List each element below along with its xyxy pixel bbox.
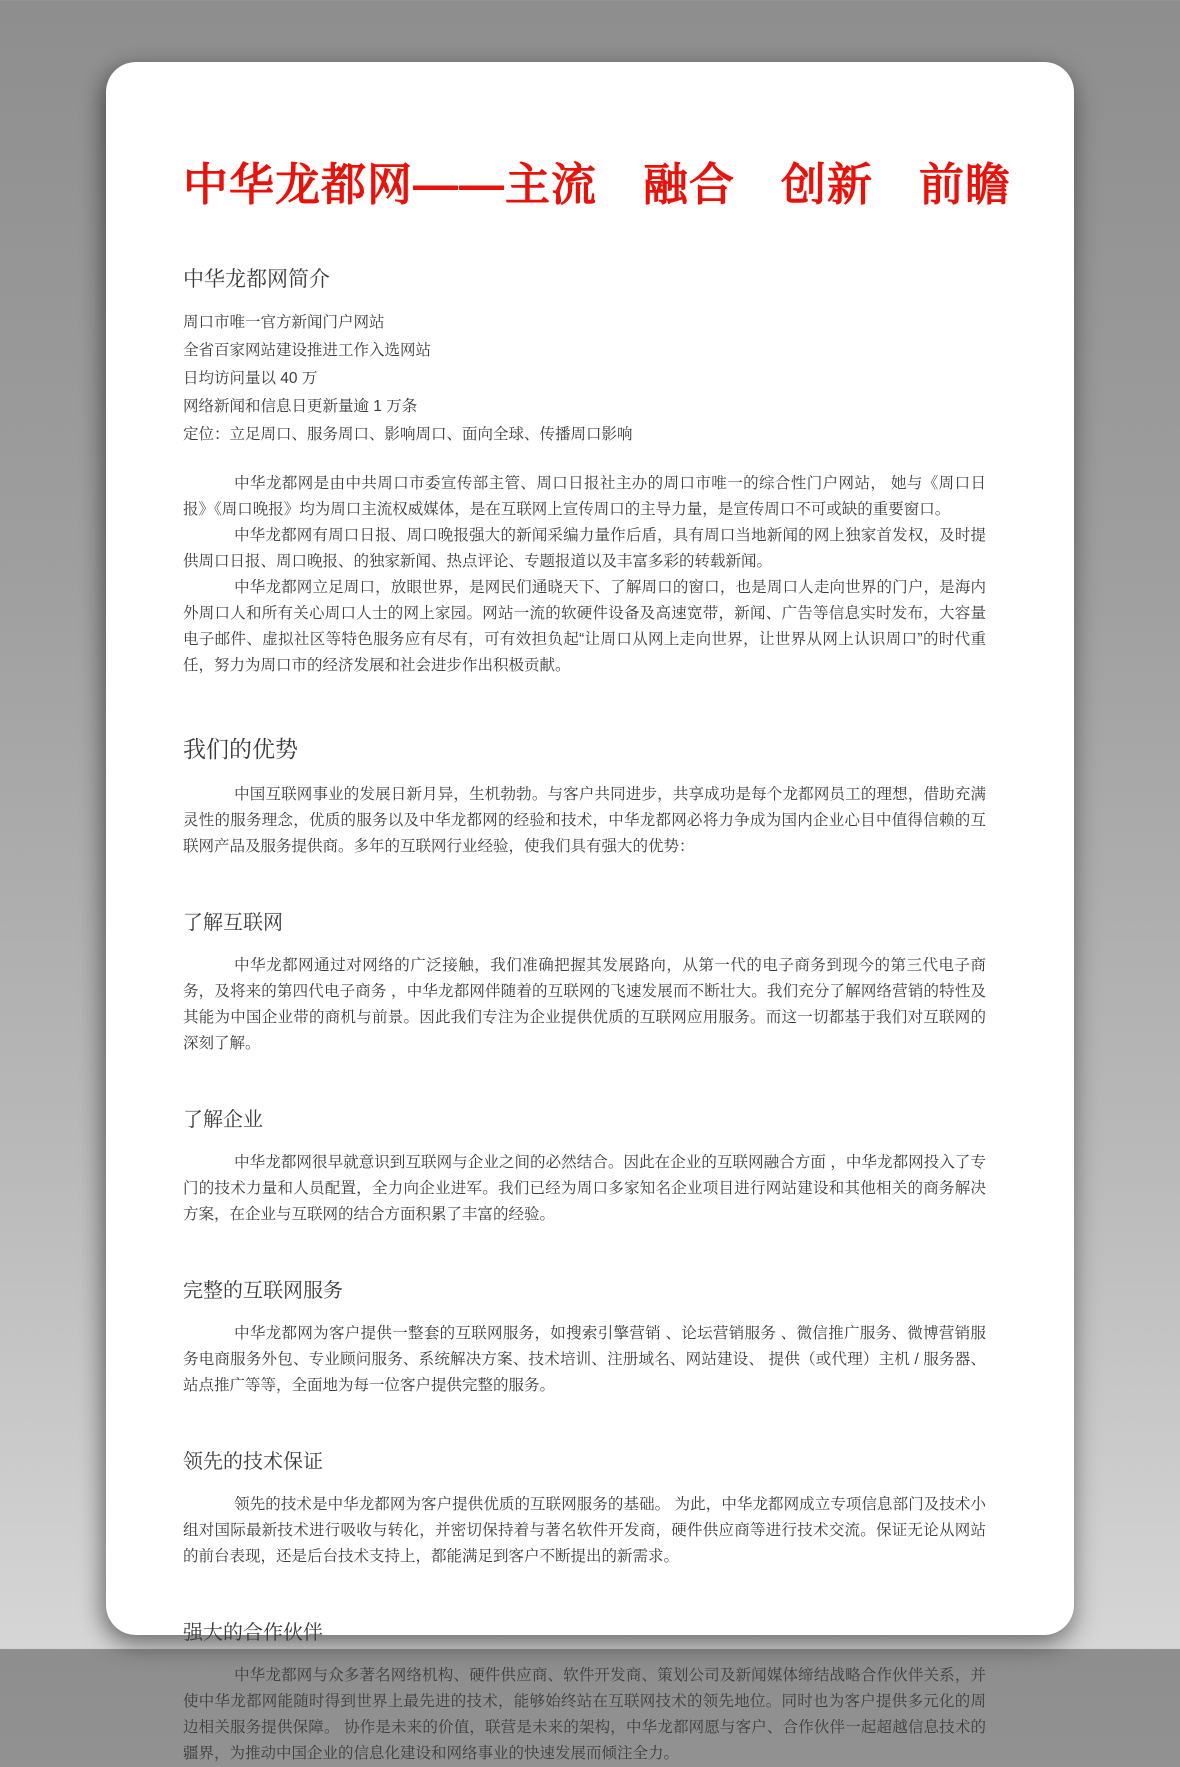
intro-paragraph-2: 中华龙都网有周口日报、周口晚报强大的新闻采编力量作后盾，具有周口当地新闻的网上独家首发权，及时提供周口日报、周口晚报、的独家新闻、热点评论、专题报道以及丰富多彩的转载新闻。 (183, 527, 986, 570)
intro-fact-4: 网络新闻和信息日更新量逾 1 万条 (183, 398, 418, 415)
intro-fact-2: 全省百家网站建设推进工作入选网站 (183, 342, 432, 359)
intro-fact-positioning: 定位：立足周口、服务周口、影响周口、面向全球、传播周口影响 (183, 426, 633, 443)
intro-fact-3: 日均访问量以 40 万 (183, 370, 318, 387)
advantages-paragraph: 中国互联网事业的发展日新月异，生机勃勃。与客户共同进步，共享成功是每个龙都网员工的理想，借助充满灵性的服务理念，优质的服务以及中华龙都网的经验和技术，中华龙都网必将力争成为国内企业心目中值得信赖的互联网产品及服务提供商。多年的互联网行业经验，使我们具有强大的优势： (183, 786, 986, 855)
intro-paragraphs (183, 471, 986, 679)
tech-guarantee-paragraph: 领先的技术是中华龙都网为客户提供优质的互联网服务的基础。 为此，中华龙都网成立专项信息部门及技术小组对国际最新技术进行吸收与转化，并密切保持着与著名软件开发商，硬件供应商等进行技术交流。保证无论从网站的前台表现，还是后台技术支持上，都能满足到客户不断提出的新需求。 (183, 1496, 986, 1565)
complete-service-paragraph: 中华龙都网为客户提供一整套的互联网服务，如搜索引擎营销 、论坛营销服务 、微信推广服务、微博营销服务电商服务外包、专业顾问服务、系统解决方案、技术培训、注册域名、网站建设、 提供（或代理）主机 / 服务器、 站点推广等等，全面地为每一位客户提供完整的服务。 (183, 1325, 986, 1394)
intro-paragraph-3: 中华龙都网立足周口，放眼世界，是网民们通晓天下、了解周口的窗口，也是周口人走向世界的门户，是海内外周口人和所有关心周口人士的网上家园。网站一流的软硬件设备及高速宽带，新闻、广告等信息实时发布，大容量电子邮件、虚拟社区等特色服务应有尽有，可有效担负起“让周口从网上走向世界，让世界从网上认识周口”的时代重任，努力为周口市的经济发展和社会进步作出积极贡献。 (183, 579, 986, 674)
section-complete-service (183, 1274, 986, 1399)
advantages-heading: 我们的优势 (183, 736, 298, 762)
section-know-enterprise (183, 1103, 986, 1228)
partners-paragraph: 中华龙都网与众多著名网络机构、硬件供应商、软件开发商、策划公司及新闻媒体缔结战略合作伙伴关系，并使中华龙都网能随时得到世界上最先进的技术，能够始终站在互联网技术的领先地位。同时也为客户提供多元化的周边相关服务提供保障。 协作是未来的价值，联营是未来的架构，中华龙都网愿与客户、合作伙伴一起超越信息技术的疆界，为推动中国企业的信息化建设和网络事业的快速发展而倾注全力。 (183, 1667, 986, 1762)
section-tech-guarantee (183, 1445, 986, 1570)
intro-heading: 中华龙都网简介 (183, 268, 330, 291)
know-internet-heading: 了解互联网 (183, 912, 283, 934)
section-partners (183, 1616, 986, 1767)
intro-paragraph-1: 中华龙都网是由中共周口市委宣传部主管、周口日报社主办的周口市唯一的综合性门户网站， 她与《周口日报》《周口晚报》均为周口主流权威媒体，是在互联网上宣传周口的主导力量，是宣传周口不可或缺的重要窗口。 (183, 475, 986, 518)
know-enterprise-paragraph: 中华龙都网很早就意识到互联网与企业之间的必然结合。因此在企业的互联网融合方面 ，中华龙都网投入了专门的技术力量和人员配置，全力向企业进军。我们已经为周口多家知名企业项目进行网站建设和其他相关的商务解决方案，在企业与互联网的结合方面积累了丰富的经验。 (183, 1154, 986, 1223)
know-internet-paragraph: 中华龙都网通过对网络的广泛接触，我们准确把握其发展路向，从第一代的电子商务到现今的第三代电子商务，及将来的第四代电子商务 ，中华龙都网伴随着的互联网的飞速发展而不断壮大。我们充分了解网络营销的特性及其能为中国企业带的商机与前景。因此我们专注为企业提供优质的互联网应用服务。而这一切都基于我们对互联网的深刻了解。 (183, 957, 986, 1052)
intro-fact-list (183, 309, 986, 449)
know-enterprise-heading: 了解企业 (183, 1109, 263, 1131)
section-advantages (183, 731, 986, 860)
complete-service-heading: 完整的互联网服务 (183, 1280, 343, 1302)
section-know-internet (183, 906, 986, 1057)
intro-fact-1: 周口市唯一官方新闻门户网站 (183, 314, 385, 331)
tech-guarantee-heading: 领先的技术保证 (183, 1451, 323, 1473)
partners-heading: 强大的合作伙伴 (183, 1622, 323, 1644)
page-title: 中华龙都网——主流 融合 创新 前瞻 (183, 159, 1012, 210)
document-page (106, 62, 1074, 1762)
section-intro (183, 263, 986, 679)
